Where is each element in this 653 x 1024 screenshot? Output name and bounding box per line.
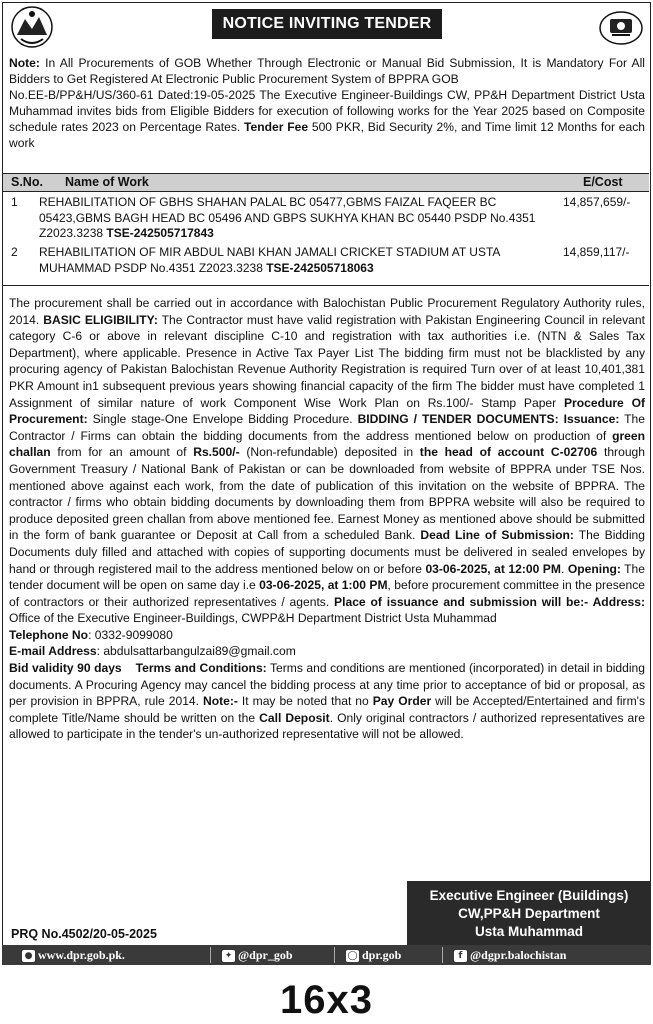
body-text: .	[560, 561, 568, 576]
phone-label: Telephone No	[9, 627, 89, 642]
body-text: The Contractor / Firms can obtain the bidding documents from the address mentioned below on production of	[9, 412, 646, 443]
twitter-link[interactable]	[222, 948, 293, 963]
table-row	[3, 195, 649, 245]
facebook-icon: f	[454, 950, 467, 962]
signatory-title: Executive Engineer (Buildings)	[429, 888, 629, 903]
address-label: Place of issuance and submission will be:- Address:	[334, 594, 645, 609]
signatory-department: CW,PP&H Department	[458, 906, 600, 921]
call-deposit-text: Call Deposit	[259, 710, 330, 725]
signatory-location: Usta Muhammad	[474, 924, 584, 939]
signature-block	[407, 881, 651, 949]
terms-label: Terms and Conditions:	[135, 661, 267, 676]
deadline-date: 03-06-2025, at 12:00 PM	[425, 561, 561, 576]
footer-divider	[210, 947, 211, 963]
table-row	[3, 245, 649, 285]
table-header	[3, 174, 649, 192]
social-footer	[2, 945, 651, 965]
body-text: through Government Treasury / National Bank of Pakistan or can be downloaded from website of BPPRA under TSE Nos. mentioned above against each work, from the date of publication of this invitation on the website of BPPRA. The contractor / firms who obtain bidding documents by downloading them from BPPRA website will also be required to produce deposited green challan from above mentioned fee. Earnest Money as mentioned above should be submitted in the form of bank guarantee or Deposit at Call from a scheduled Bank.	[9, 445, 645, 543]
tender-fee-text: 500 PKR, Bid Security 2%, and Time limit 12 Months for each work	[9, 120, 645, 150]
notice-title: NOTICE INVITING TENDER	[212, 9, 442, 39]
body-text: will be Accepted/Entertained and firm's complete Title/Name should be written on the	[9, 694, 645, 725]
green-challan-text: green challan	[9, 428, 645, 460]
row-sno: 1	[11, 195, 18, 209]
body-text: Single stage-One Envelope Bidding Procedure.	[87, 412, 358, 427]
note-label: Note:-	[203, 694, 238, 709]
body-text: The Bidding Documents duly filled and attached with copies of supporting documents must be delivered in sealed envelopes by hand or through registered mail to the address mentioned below on or before	[9, 528, 646, 576]
twitter-icon: ✦	[222, 950, 235, 962]
email-label: E-mail Address	[9, 644, 97, 659]
footer-divider	[442, 947, 443, 963]
instagram-link[interactable]	[346, 948, 401, 963]
col-work: Name of Work	[65, 175, 149, 189]
opening-label: Opening:	[567, 561, 621, 576]
tender-fee-label: Tender Fee	[244, 120, 309, 134]
prq-number: PRQ No.4502/20-05-2025	[11, 927, 157, 941]
body-text: from for an amount of	[50, 445, 194, 460]
notice-intro	[9, 55, 645, 151]
row-sno: 2	[11, 245, 18, 259]
body-text: (Non-refundable) deposited in	[239, 445, 420, 460]
deadline-label: Dead Line of Submission:	[420, 528, 574, 543]
issuance-label: Issuance:	[558, 412, 620, 427]
opening-date: 03-06-2025, at 1:00 PM	[259, 578, 388, 593]
government-emblem-logo	[9, 5, 55, 51]
note-label: Note:	[9, 56, 40, 70]
tse-number: TSE-242505718063	[266, 260, 374, 275]
phone-value: : 0332-9099080	[88, 627, 173, 642]
intro-text: No.EE-B/PP&H/US/360-61 Dated:19-05-2025 The Executive Engineer-Buildings CW, PP&H Department District Usta Muhammad invites bids from Eligible Bidders for execution of following works for the Year 2025 based on Composite schedule rates 2023 on Percentage Rates.	[9, 88, 645, 134]
fee-amount: Rs.500/-	[193, 445, 240, 460]
twitter-text: @dpr_gob	[238, 948, 293, 962]
body-text: The tender document will be open on same day i.e	[9, 561, 645, 593]
bid-validity: Bid validity 90 days	[9, 661, 122, 676]
body-text: Terms and conditions are mentioned (incorporated) in detail in bidding documents. A Procuring Agency may cancel the bidding process at any time prior to acceptance of bid or proposal, as per provision in BPPRA, rule 2014.	[9, 661, 645, 709]
body-text: The procurement shall be carried out in accordance with Balochistan Public Procurement Regulatory Authority rules, 2014.	[9, 296, 645, 327]
footer-divider	[334, 947, 335, 963]
instagram-icon: ◯	[347, 950, 358, 961]
instagram-text: dpr.gob	[362, 948, 402, 962]
row-cost: 14,857,659/-	[563, 195, 631, 209]
work-name: REHABILITATION OF MIR ABDUL NABI KHAN JAMALI CRICKET STADIUM AT USTA MUHAMMAD PSDP No.4351 Z2023.3238	[39, 245, 500, 275]
tse-number: TSE-242505717843	[106, 226, 214, 240]
tender-documents-label: BIDDING / TENDER DOCUMENTS:	[357, 412, 559, 427]
body-text: , before procurement committee in the presence of contractors or their authorized representatives / agents.	[9, 578, 646, 609]
row-work	[39, 245, 549, 276]
col-sno: S.No.	[11, 175, 43, 189]
row-work	[39, 195, 549, 242]
procedure-label: Procedure Of Procurement:	[9, 395, 645, 427]
facebook-text: @dgpr.balochistan	[470, 948, 567, 962]
notice-body	[9, 295, 645, 743]
row-cost: 14,859,117/-	[563, 245, 630, 259]
body-text: It may be noted that no	[237, 694, 373, 709]
body-text: The Contractor must have valid registration with Pakistan Engineering Council in relevant category C-6 or above in relevant discipline C-10 and registration with tax authorities i.e. (NTN & Sales Tax Department), where applicable. Presence in Active Tax Payer List The bidding firm must not be blacklisted by any procuring agency of Pakistan Balochistan Revenue Authority Registration is required Turn over of at least 10,401,381 PKR Amount in1 subsequent previous years showing financial capacity of the firm The bidder must have completed 1 Assignment of similar nature of work Component Wise Work Plan on Rs.100/- Stamp Paper	[9, 312, 645, 410]
body-text: . Only original contractors / authorized representatives are allowed to participate in the tender's un-authorized representative will not be allowed.	[9, 710, 646, 742]
website-text: www.dpr.gob.pk.	[38, 948, 125, 962]
address-text: Office of the Executive Engineer-Buildings, CWPP&H Department District Usta Muhammad	[9, 611, 497, 626]
col-cost: E/Cost	[583, 175, 623, 189]
notice-page	[2, 2, 651, 965]
website-link[interactable]	[22, 948, 125, 963]
pay-order-text: Pay Order	[372, 694, 432, 709]
account-head: the head of account C-02706	[419, 445, 598, 460]
department-emblem-logo	[598, 5, 644, 51]
basic-eligibility-label: BASIC ELIGIBILITY:	[43, 312, 158, 327]
email-value: : abdulsattarbangulzai89@gmail.com	[96, 644, 296, 659]
note-text: In All Procurements of GOB Whether Through Electronic or Manual Bid Submission, It is Mandatory For All Bidders to Get Registered At Electronic Public Procurement System of BPPRA GOB	[9, 56, 645, 86]
ad-size-label: 16x3	[280, 978, 373, 1022]
globe-icon: ●	[22, 950, 35, 962]
work-name: REHABILITATION OF GBHS SHAHAN PALAL BC 05477,GBMS FAIZAL FAQEER BC 05423,GBMS BAGH HEAD BC 05496 AND GBPS SUKHYA KHAN BC 05440 PSDP No.4351 Z2023.3238	[39, 195, 536, 240]
facebook-link[interactable]	[454, 948, 566, 963]
works-table	[3, 173, 649, 286]
